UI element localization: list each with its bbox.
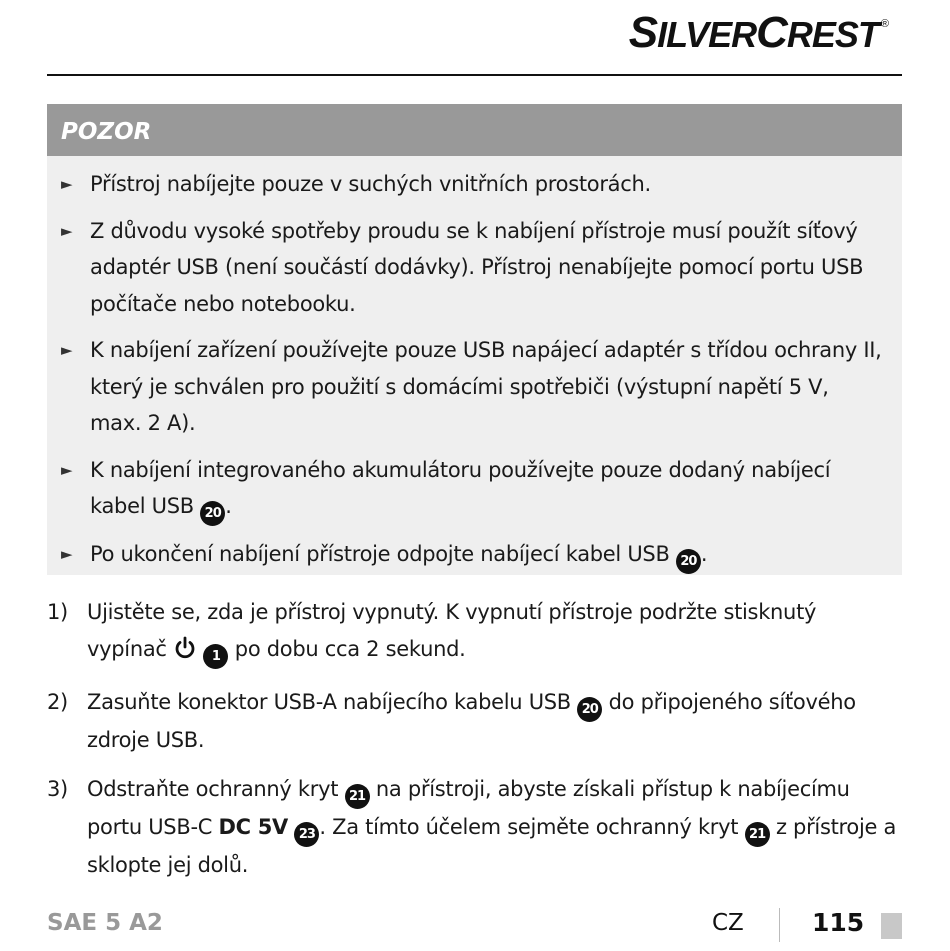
steps-list (47, 594, 902, 896)
warning-item (61, 166, 882, 203)
bold-label: DC 5V (218, 815, 288, 839)
warning-item (61, 452, 882, 527)
part-number-badge: 20 (200, 501, 225, 526)
text-segment: K nabíjení integrovaného akumulátoru používejte pouze dodaný nabíjecí kabel USB (90, 457, 831, 518)
text-segment: Zasuňte konektor USB-A nabíjecího kabelu USB (87, 690, 578, 714)
part-number-badge: 1 (203, 644, 228, 669)
warning-item (61, 536, 882, 574)
header-rule (47, 74, 902, 76)
step-item (47, 594, 902, 672)
footer-model: SAE 5 A2 (47, 910, 163, 936)
text-segment: Ujistěte se, zda je přístroj vypnutý. K vypnutí přístroje podržte stisknutý vypínač (87, 600, 817, 661)
text-segment: Z důvodu vysoké spotřeby proudu se k nabíjení přístroje musí použít síťový adaptér USB (není součástí dodávky). Přístroj nenabíjejte pomocí portu USB počítače nebo notebooku. (90, 218, 864, 316)
footer-language: CZ (712, 910, 744, 936)
text-segment: na přístroji, abyste získali přístup k nabíjecímu portu USB-C (87, 777, 850, 839)
warning-item (61, 332, 882, 442)
footer-divider (779, 908, 780, 942)
step-number: 1) (47, 600, 68, 624)
text-segment: Přístroj nabíjejte pouze v suchých vnitřních prostorách. (90, 172, 651, 196)
text-segment: po dobu cca 2 sekund. (228, 637, 466, 661)
step-item (47, 684, 902, 759)
warning-box (47, 104, 902, 575)
part-number-badge: 21 (745, 822, 770, 847)
page-marker (881, 913, 902, 939)
text-segment: . Za tímto účelem sejměte ochranný kryt (319, 815, 745, 839)
text-segment: Odstraňte ochranný kryt (87, 777, 345, 801)
brand-logo: SILVERCREST ® (628, 8, 888, 57)
part-number-badge: 20 (676, 549, 701, 574)
part-number-badge: 21 (345, 784, 370, 809)
bullet-arrow-icon: ► (61, 545, 73, 563)
text-segment: . (700, 542, 708, 566)
bullet-arrow-icon: ► (61, 460, 73, 479)
text-segment: do připojeného síťového zdroje USB. (87, 690, 856, 752)
warning-title: POZOR (47, 104, 902, 156)
step-item (47, 771, 902, 884)
page-number: 115 (812, 908, 865, 937)
bullet-arrow-icon: ► (61, 175, 73, 193)
step-number: 3) (47, 777, 68, 801)
registered-mark: ® (880, 18, 888, 30)
text-segment: Po ukončení nabíjení přístroje odpojte nabíjecí kabel USB (90, 542, 676, 566)
text-segment: z přístroje a sklopte jej dolů. (87, 815, 897, 877)
bullet-arrow-icon: ► (61, 341, 73, 359)
step-number: 2) (47, 690, 68, 714)
warning-list (47, 156, 902, 574)
text-segment: K nabíjení zařízení používejte pouze USB napájecí adaptér s třídou ochrany II, který je schválen pro použití s domácími spotřebiči (výstupní napětí 5 V, max. 2 A). (90, 338, 882, 435)
text-segment: . (225, 494, 232, 518)
part-number-badge: 23 (294, 822, 319, 847)
part-number-badge: 20 (577, 697, 602, 722)
warning-item (61, 213, 882, 323)
bullet-arrow-icon: ► (61, 221, 73, 240)
power-icon (173, 635, 197, 672)
